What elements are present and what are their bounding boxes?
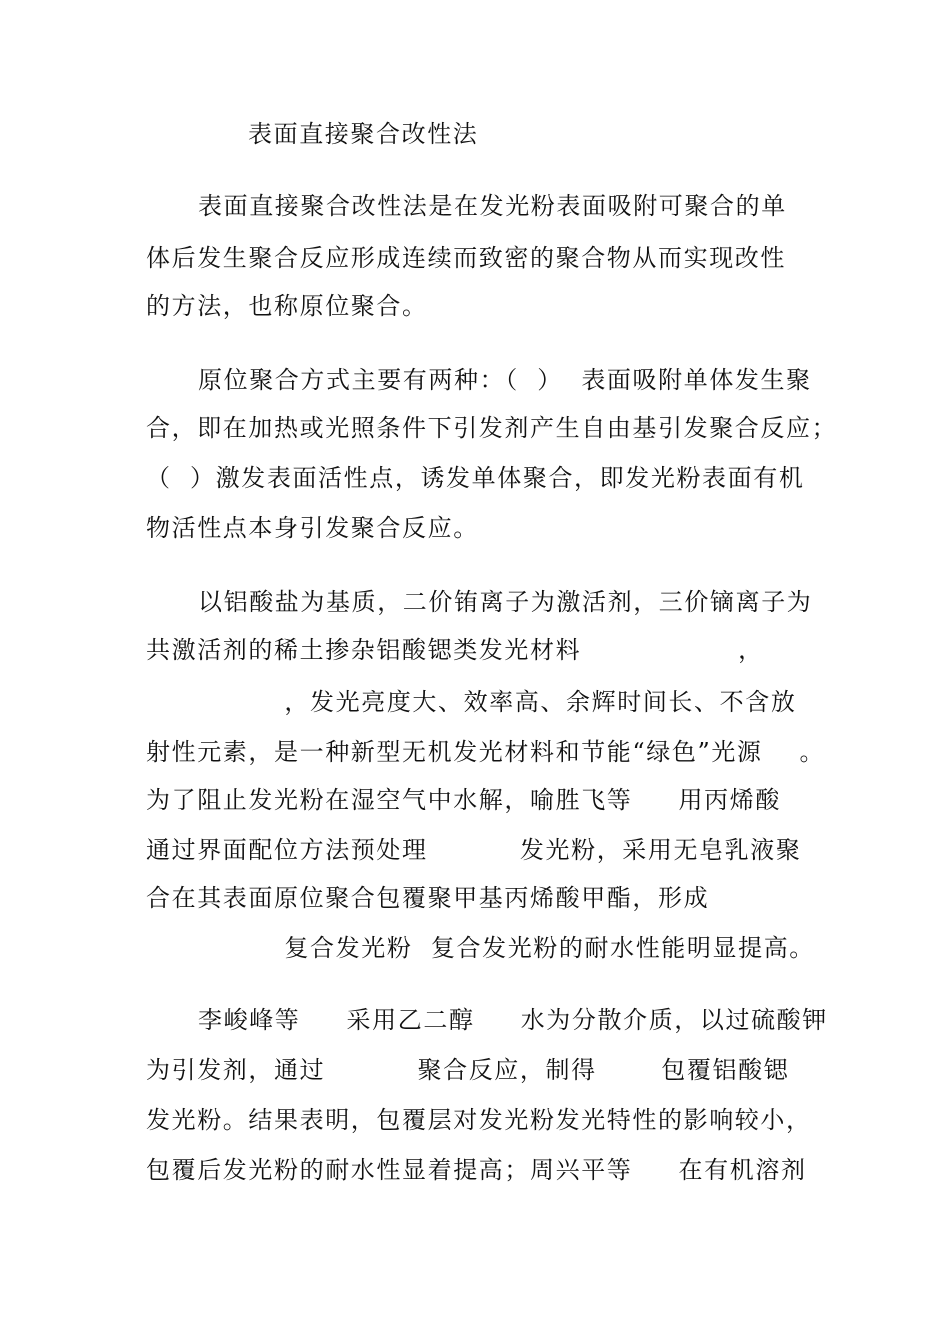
paragraph-4-line-1: 李峻峰等 采用乙二醇 水为分散介质，以过硫酸钾	[198, 1006, 828, 1034]
paragraph-3-line-4: 射性元素，是一种新型无机发光材料和节能“绿色”光源 。	[146, 738, 826, 766]
paragraph-2-line-4: 物活性点本身引发聚合反应。	[146, 514, 479, 542]
paragraph-3-line-6: 通过界面配位方法预处理 发光粉，采用无皂乳液聚	[146, 836, 802, 864]
section-title: 表面直接聚合改性法	[248, 120, 479, 148]
paragraph-3-line-3: ，发光亮度大、效率高、余辉时间长、不含放	[146, 688, 797, 716]
paragraph-3-line-5: 为了阻止发光粉在湿空气中水解，喻胜飞等 用丙烯酸	[146, 786, 781, 814]
paragraph-2-line-2: 合，即在加热或光照条件下引发剂产生自由基引发聚合反应；	[146, 414, 838, 442]
paragraph-3-line-7: 合在其表面原位聚合包覆聚甲基丙烯酸甲酯，形成	[146, 884, 710, 912]
paragraph-2-line-3: （ ）激发表面活性点，诱发单体聚合，即发光粉表面有机	[146, 464, 805, 492]
paragraph-1-line-3: 的方法，也称原位聚合。	[146, 292, 428, 320]
paragraph-4-line-2: 为引发剂，通过 聚合反应，制得 包覆铝酸锶	[146, 1056, 790, 1084]
paragraph-2-line-1: 原位聚合方式主要有两种：（ ） 表面吸附单体发生聚	[198, 366, 812, 394]
paragraph-3-line-1: 以铝酸盐为基质，二价铕离子为激活剂，三价镝离子为	[198, 588, 813, 616]
paragraph-1-line-1: 表面直接聚合改性法是在发光粉表面吸附可聚合的单	[198, 192, 787, 220]
paragraph-3-line-2: 共激活剂的稀土掺杂铝酸锶类发光材料 ，	[146, 636, 764, 664]
paragraph-1-line-2: 体后发生聚合反应形成连续而致密的聚合物从而实现改性	[146, 244, 786, 272]
paragraph-4-line-4: 包覆后发光粉的耐水性显着提高；周兴平等 在有机溶剂	[146, 1156, 807, 1184]
paragraph-4-line-3: 发光粉。结果表明，包覆层对发光粉发光特性的影响较小，	[146, 1106, 812, 1134]
paragraph-3-line-8: 复合发光粉 复合发光粉的耐水性能明显提高。	[146, 934, 815, 962]
